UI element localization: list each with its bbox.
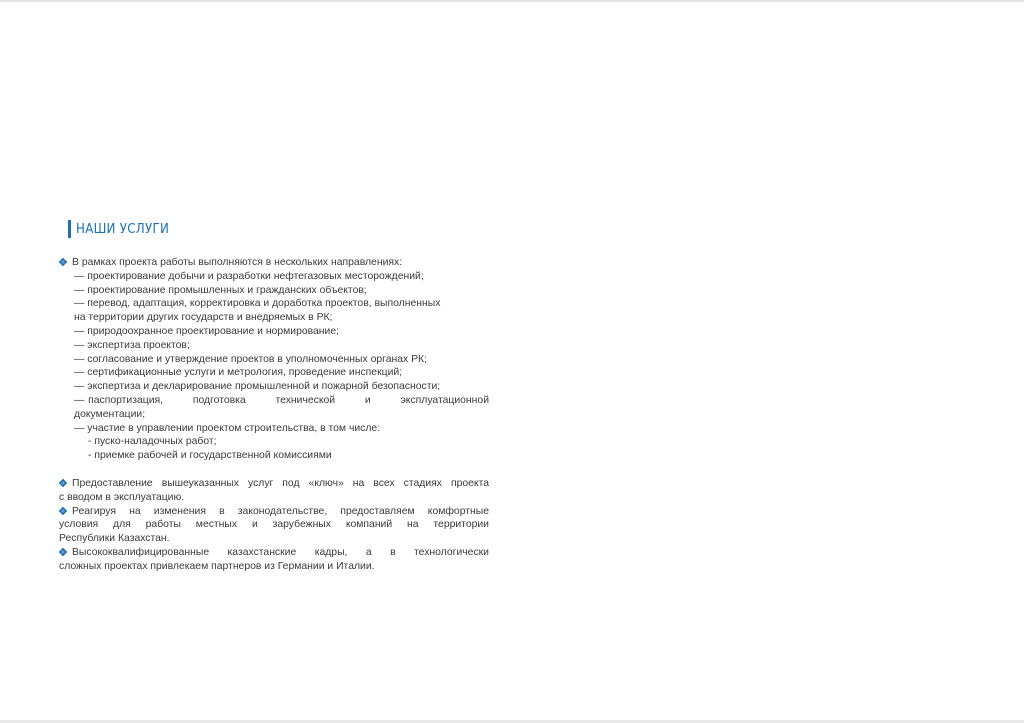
bullet-paragraph-1 — [59, 256, 489, 270]
bullet-icon — [59, 507, 67, 515]
bullet-paragraph-3 — [59, 505, 489, 519]
para2-line2: с вводом в эксплуатацию. — [59, 491, 185, 503]
bullet-paragraph-4 — [59, 546, 489, 560]
bullet-icon — [59, 548, 67, 556]
bullet-paragraph-2 — [59, 477, 489, 491]
sub-list-item: - пуско-наладочных работ; — [88, 436, 217, 448]
para3-line3: Республики Казахстан. — [59, 533, 170, 545]
list-item: — проектирование добычи и разработки нефтегазовых месторождений; — [74, 270, 424, 282]
services-text — [59, 256, 489, 574]
list-item: — паспортизация, подготовка технической и эксплуатационной — [74, 394, 489, 406]
list-item: — участие в управлении проектом строительства, в том числе: — [74, 422, 381, 434]
list-item: — природоохранное проектирование и нормирование; — [74, 325, 340, 337]
spacer — [59, 463, 489, 477]
list-item: — перевод, адаптация, корректировка и доработка проектов, выполненных — [74, 298, 441, 310]
para4-line1: Высококвалифицированные казахстанские кадры, а в технологически — [72, 546, 489, 558]
section-heading — [68, 220, 182, 238]
bullet-icon — [59, 479, 67, 487]
para3-line1: Реагируя на изменения в законодательстве, предоставляем комфортные — [72, 505, 489, 517]
list-item: — экспертиза проектов; — [74, 339, 190, 351]
bullet-icon — [59, 258, 67, 266]
list-item-continuation: документации; — [74, 408, 146, 420]
top-border — [0, 0, 1024, 2]
para3-line2: условия для работы местных и зарубежных компаний на территории — [59, 519, 489, 531]
list-item-continuation: на территории других государств и внедряемых в РК; — [74, 312, 333, 324]
intro-text: В рамках проекта работы выполняются в нескольких направлениях: — [72, 257, 403, 268]
list-item: — проектирование промышленных и гражданских объектов; — [74, 284, 367, 296]
list-item: — согласование и утверждение проектов в уполномоченных органах РК; — [74, 353, 427, 365]
heading-accent-bar — [68, 220, 71, 238]
para2-line1: Предоставление вышеуказанных услуг под «ключ» на всех стадиях проекта — [72, 477, 489, 489]
para4-line2: сложных проектах привлекаем партнеров из Германии и Италии. — [59, 560, 375, 572]
list-item: — сертификационные услуги и метрология, проведение инспекций; — [74, 367, 403, 379]
sub-list-item: - приемке рабочей и государственной комиссиями — [88, 450, 332, 462]
heading-title: НАШИ УСЛУГИ — [76, 221, 170, 237]
list-item: — экспертиза и декларирование промышленной и пожарной безопасности; — [74, 381, 441, 393]
